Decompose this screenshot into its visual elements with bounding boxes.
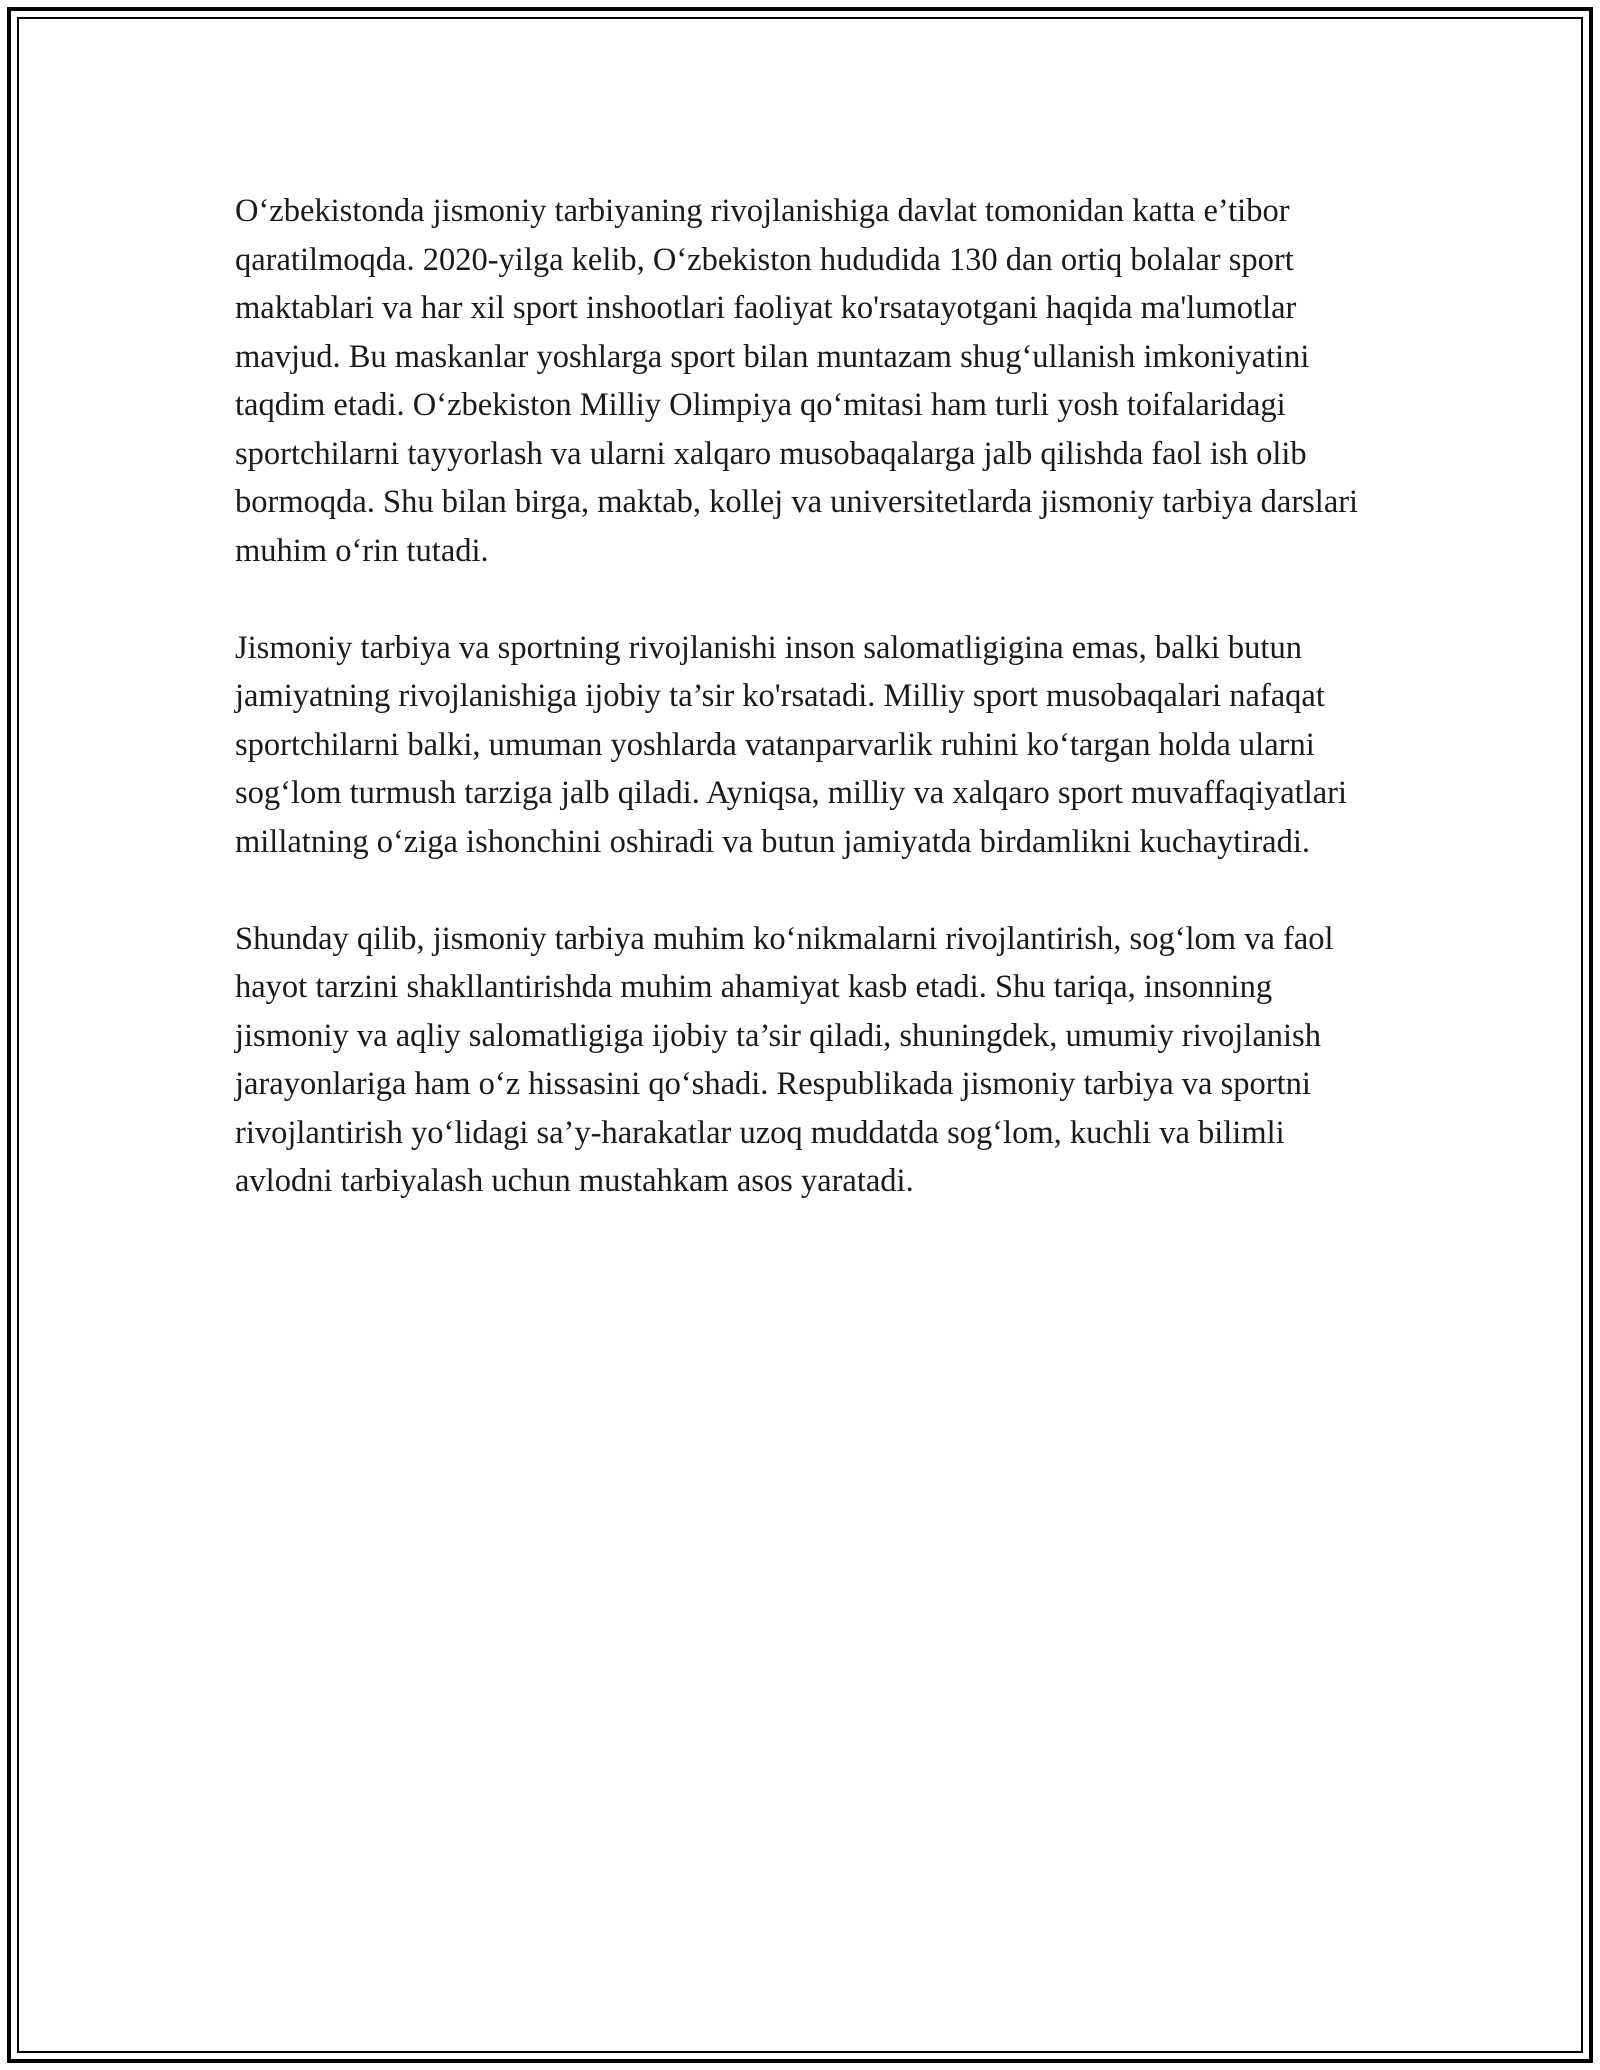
paragraph-1: O‘zbekistonda jismoniy tarbiyaning rivojlanishiga davlat tomonidan katta e’tibor qaratilmoqda. 2020-yilga kelib, O‘zbekiston hududida 130 dan ortiq bolalar sport maktablari va har xil sport inshootlari faoliyat ko'rsatayotgani haqida ma'lumotlar mavjud. Bu maskanlar yoshlarga sport bilan muntazam shug‘ullanish imkoniyatini taqdim etadi. O‘zbekiston Milliy Olimpiya qo‘mitasi ham turli yosh toifalaridagi sportchilarni tayyorlash va ularni xalqaro musobaqalarga jalb qilishda faol ish olib bormoqda. Shu bilan birga, maktab, kollej va universitetlarda jismoniy tarbiya darslari muhim o‘rin tutadi. (235, 193, 1359, 569)
document-body (235, 187, 1365, 1254)
paragraph-3: Shunday qilib, jismoniy tarbiya muhim ko‘nikmalarni rivojlantirish, sog‘lom va faol hayot tarzini shakllantirishda muhim ahamiyat kasb etadi. Shu tariqa, insonning jismoniy va aqliy salomatligiga ijobiy ta’sir qiladi, shuningdek, umumiy rivojlanish jarayonlariga ham o‘z hissasini qo‘shadi. Respublikada jismoniy tarbiya va sportni rivojlantirish yo‘lidagi sa’y-harakatlar uzoq muddatda sog‘lom, kuchli va bilimli avlodni tarbiyalash uchun mustahkam asos yaratadi. (235, 920, 1334, 1199)
paragraph-2: Jismoniy tarbiya va sportning rivojlanishi inson salomatligigina emas, balki butun jamiyatning rivojlanishiga ijobiy ta’sir ko'rsatadi. Milliy sport musobaqalari nafaqat sportchilarni balki, umuman yoshlarda vatanparvarlik ruhini ko‘targan holda ularni sog‘lom turmush tarziga jalb qiladi. Ayniqsa, milliy va xalqaro sport muvaffaqiyatlari millatning o‘ziga ishonchini oshiradi va butun jamiyatda birdamlikni kuchaytiradi. (235, 629, 1348, 860)
